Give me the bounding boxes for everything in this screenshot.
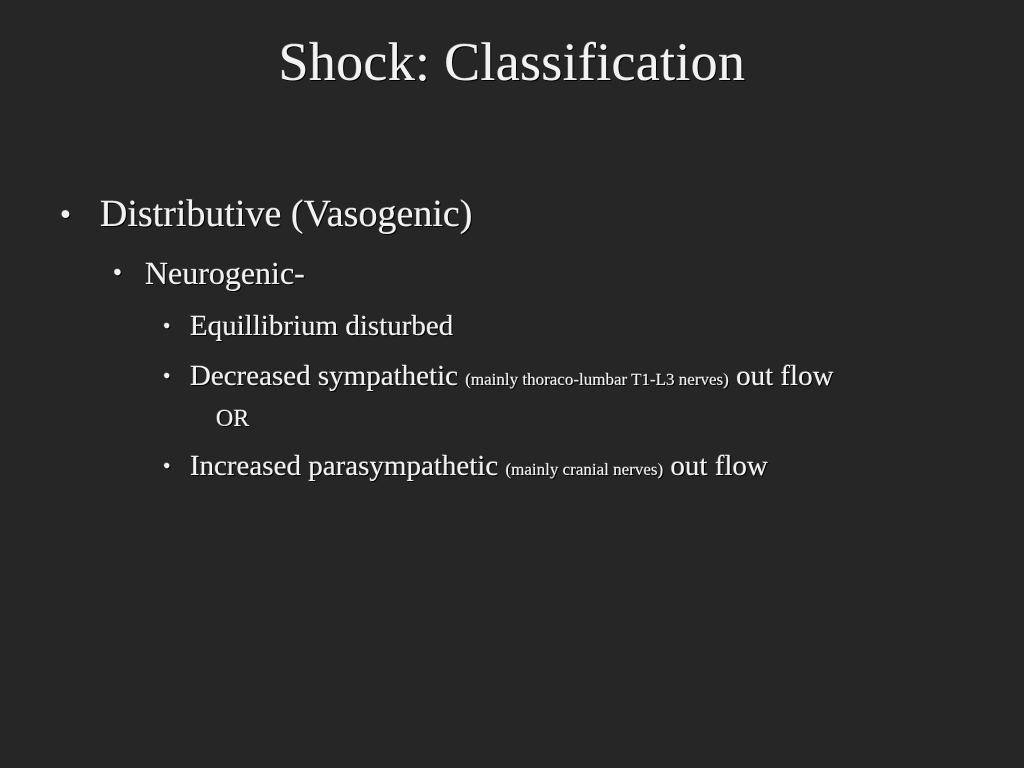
slide-title: Shock: Classification [278,32,746,92]
decreased-sympathetic-main: Decreased sympathetic [190,360,459,392]
increased-parasympathetic-main: Increased parasympathetic [190,450,499,482]
bullet-equilibrium: Equillibrium disturbed [190,310,454,342]
bullet-increased-parasympathetic [190,447,768,489]
bullet-icon: • [113,258,123,287]
decreased-sympathetic-tail: out flow [736,360,834,392]
or-connector: OR [216,406,250,432]
decreased-sympathetic-note: (mainly thoraco-lumbar T1-L3 nerves) [465,370,729,389]
bullet-distributive: Distributive (Vasogenic) [100,193,473,235]
increased-parasympathetic-note: (mainly cranial nerves) [505,460,664,479]
bullet-neurogenic: Neurogenic- [145,255,305,291]
bullet-icon: • [163,363,171,388]
bullet-icon: • [60,196,72,232]
bullet-icon: • [163,453,171,478]
increased-parasympathetic-tail: out flow [670,450,768,482]
bullet-icon: • [163,313,171,338]
bullet-decreased-sympathetic [190,357,834,399]
